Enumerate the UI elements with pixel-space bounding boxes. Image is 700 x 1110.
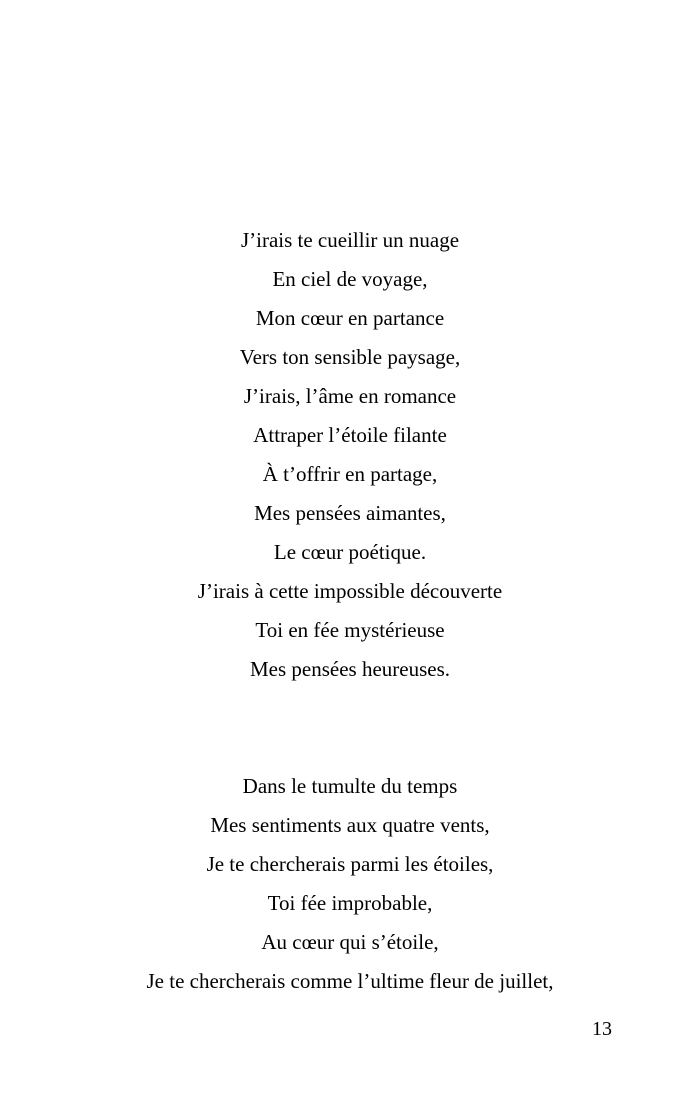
poem-line: J’irais à cette impossible découverte bbox=[197, 579, 503, 603]
stanza-2 bbox=[0, 767, 700, 1001]
poem-line: Toi en fée mystérieuse bbox=[255, 618, 445, 642]
page-number: 13 bbox=[592, 1018, 612, 1040]
poem-line: Le cœur poétique. bbox=[273, 540, 427, 564]
poem-line: Vers ton sensible paysage, bbox=[239, 345, 461, 369]
poem-line: J’irais te cueillir un nuage bbox=[240, 228, 460, 252]
poem-line: À t’offrir en partage, bbox=[262, 462, 438, 486]
poem-line: Mes sentiments aux quatre vents, bbox=[210, 813, 490, 837]
poem-line: Dans le tumulte du temps bbox=[242, 774, 458, 798]
poem-line: Je te chercherais parmi les étoiles, bbox=[206, 852, 494, 876]
poem-line: Toi fée improbable, bbox=[267, 891, 433, 915]
poem-line: Au cœur qui s’étoile, bbox=[261, 930, 439, 954]
poem-line: Mes pensées heureuses. bbox=[249, 657, 451, 681]
stanza-1 bbox=[0, 221, 700, 689]
poem-line: Je te chercherais comme l’ultime fleur de juillet, bbox=[146, 969, 554, 993]
poem-line: Mes pensées aimantes, bbox=[254, 501, 446, 525]
poem-line: Attraper l’étoile filante bbox=[253, 423, 447, 447]
poem-line: J’irais, l’âme en romance bbox=[243, 384, 457, 408]
poem-line: Mon cœur en partance bbox=[255, 306, 445, 330]
poem-line: En ciel de voyage, bbox=[272, 267, 428, 291]
